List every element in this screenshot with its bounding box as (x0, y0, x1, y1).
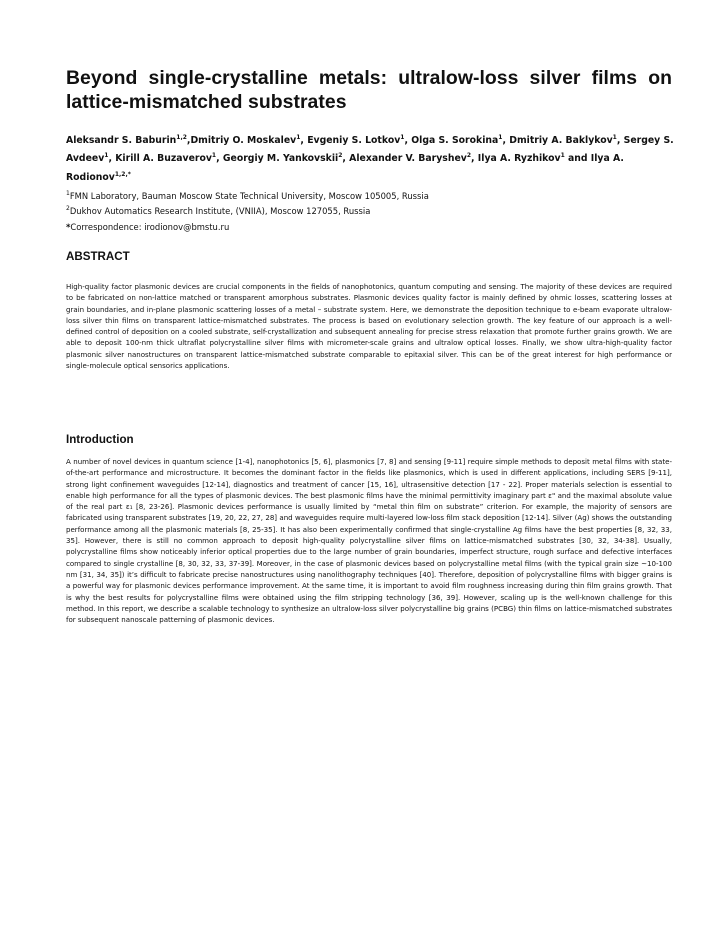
author-entry (411, 135, 509, 146)
author-affiliation-mark: 1,2 (176, 134, 187, 141)
abstract-text: High-quality factor plasmonic devices are crucial components in the fields of nanophotonics, quantum computing and sensing. The majority of these devices are required to be fabricated on non-lattice matched or transparent amorphous substrates. Plasmonic devices quality factor is mainly defined by ohmic losses, scattering losses at grain boundaries, and in-plane plasmonic scattering losses of a metal – substrate system. Here, we demonstrate the deposition technique to e-beam evaporate ultralow-loss silver thin films on transparent lattice-mismatched substrates. The process is based on evolutionary selection growth. The key feature of our approach is a well-defined control of deposition on a cooled substrate, self-crystallization and subsequent annealing for precise stress relaxation that promote further grains growth. We are able to deposit 100-nm thick ultraflat polycrystalline silver films with micrometer-scale grains and ultralow optical losses. Finally, we show ultra-high-quality factor plasmonic silver nanostructures on transparent lattice-mismatched substrate comparable to epitaxial silver. This can be of the great interest for high performance or single-molecule optical sensorics applications. (66, 282, 672, 371)
author-name: Kirill A. Buzaverov (115, 153, 212, 165)
affiliation-1 (66, 190, 686, 202)
author-entry (66, 135, 190, 146)
author-affiliation-mark: 2 (466, 152, 472, 160)
abstract-heading: ABSTRACT (66, 250, 130, 263)
affiliation-text: FMN Laboratory, Bauman Moscow State Technical University, Moscow 105005, Russia (69, 191, 429, 201)
author-entry (115, 153, 223, 164)
author-name: Ilya A. Rodionov (66, 153, 624, 183)
author-affiliation-mark: 2 (338, 152, 343, 160)
author-name: Georgiy M. Yankovskii (222, 153, 339, 165)
author-entry (349, 153, 478, 164)
author-name: Ilya A. Ryzhikov (477, 153, 561, 165)
author-name: Alexander V. Baryshev (349, 153, 467, 165)
author-name: Sergey S. Avdeev (66, 135, 674, 165)
author-separator: , (300, 135, 308, 146)
author-name: Dmitriy A. Baklykov (509, 135, 613, 146)
author-separator: , (186, 135, 191, 146)
paper-title: Beyond single-crystalline metals: ultralow-loss silver films on lattice-mismatched substrates (66, 67, 672, 113)
author-entry (223, 153, 349, 164)
author-separator: , (471, 153, 478, 165)
author-entry (190, 135, 307, 146)
correspondence (66, 221, 686, 233)
author-separator: , (108, 153, 116, 165)
author-separator: , (342, 153, 350, 165)
author-separator: , (616, 135, 624, 146)
author-entry (509, 135, 623, 146)
correspondence-mark: * (66, 222, 71, 232)
author-affiliation-mark: 1 (400, 134, 405, 141)
author-name: Evgeniy S. Lotkov (307, 135, 401, 146)
author-affiliation-mark: 1 (612, 134, 617, 141)
author-separator: and (564, 153, 591, 165)
author-separator: , (404, 135, 412, 146)
introduction-heading: Introduction (66, 433, 134, 446)
author-separator: , (216, 153, 223, 165)
affiliation-mark: 2 (66, 205, 70, 212)
author-name: Olga S. Sorokina (411, 135, 499, 146)
correspondence-text: Correspondence: irodionov@bmstu.ru (70, 222, 230, 232)
affiliation-text: Dukhov Automatics Research Institute, (VNIIA), Moscow 127055, Russia (69, 206, 371, 216)
author-separator: , (502, 135, 510, 146)
author-name: Aleksandr S. Baburin (66, 135, 177, 146)
introduction-text: A number of novel devices in quantum science [1-4], nanophotonics [5, 6], plasmonics [7, 8] and sensing [9-11] require simple methods to deposit metal films with state-of-the-art performance and microstructure. It becomes the dominant factor in the fields like plasmonics, which is used in different applications, including SERS [9-11], strong light confinement waveguides [12-14], diagnostics and treatment of cancer [15, 16], ultrasensitive detection [17 - 22]. Proper materials selection is essential to enable high performance for all the types of plasmonic devices. The best plasmonic films have the minimal permittivity imaginary part ε" and the maximal absolute value of the real part ε₁ [8, 23-26]. Plasmonic devices performance is usually limited by “metal thin film on substrate” criterion. For example, the majority of sensors are fabricated using transparent substrates [19, 20, 22, 27, 28] and waveguides require multi-layered low-loss film stack deposition [12-14]. Silver (Ag) shows the outstanding performance among all the plasmonic materials [8, 25-35]. It has also been experimentally confirmed that single-crystalline Ag films have the best properties [8, 32, 33, 35]. However, there is still no common approach to deposit high-quality polycrystalline silver films on lattice-mismatched substrates [30, 32, 34-38]. Usually, polycrystalline films show noticeably inferior optical properties due to the large number of grain boundaries, imperfect structure, rough surface and defective interfaces compared to single crystalline [8, 30, 32, 33, 37-39]. Moreover, in the case of plasmonic devices based on polycrystalline metal films (with the typical grain size ~10-100 nm [31, 34, 35]) it’s difficult to fabricate precise nanostructures using nanolithography techniques [40]. Therefore, deposition of polycrystalline films with bigger grains is a powerful way for plasmonic devices performance improvement. At the same time, it is important to avoid film roughness increasing during thin film grains growth. That is why the best results for polycrystalline films were obtained using the film stripping technology [36, 39]. However, scaling up is the well-known challenge for this method. In this report, we describe a scalable technology to synthesize an ultralow-loss silver polycrystalline big grains (PCBG) thin films on lattice-mismatched substrates for subsequent nanoscale patterning of plasmonic devices. (66, 457, 672, 625)
author-list (66, 132, 674, 187)
author-affiliation-mark: 1 (498, 134, 503, 141)
author-entry (307, 135, 411, 146)
affiliation-2 (66, 205, 686, 217)
author-affiliation-mark: 1 (560, 152, 565, 160)
author-affiliation-mark: 1 (211, 152, 217, 160)
affiliation-mark: 1 (66, 190, 70, 197)
author-entry (478, 153, 591, 164)
author-affiliation-mark: 1,2,* (114, 170, 131, 178)
author-affiliation-mark: 1 (104, 152, 109, 160)
author-name: Dmitriy O. Moskalev (190, 135, 297, 146)
author-affiliation-mark: 1 (296, 134, 301, 141)
